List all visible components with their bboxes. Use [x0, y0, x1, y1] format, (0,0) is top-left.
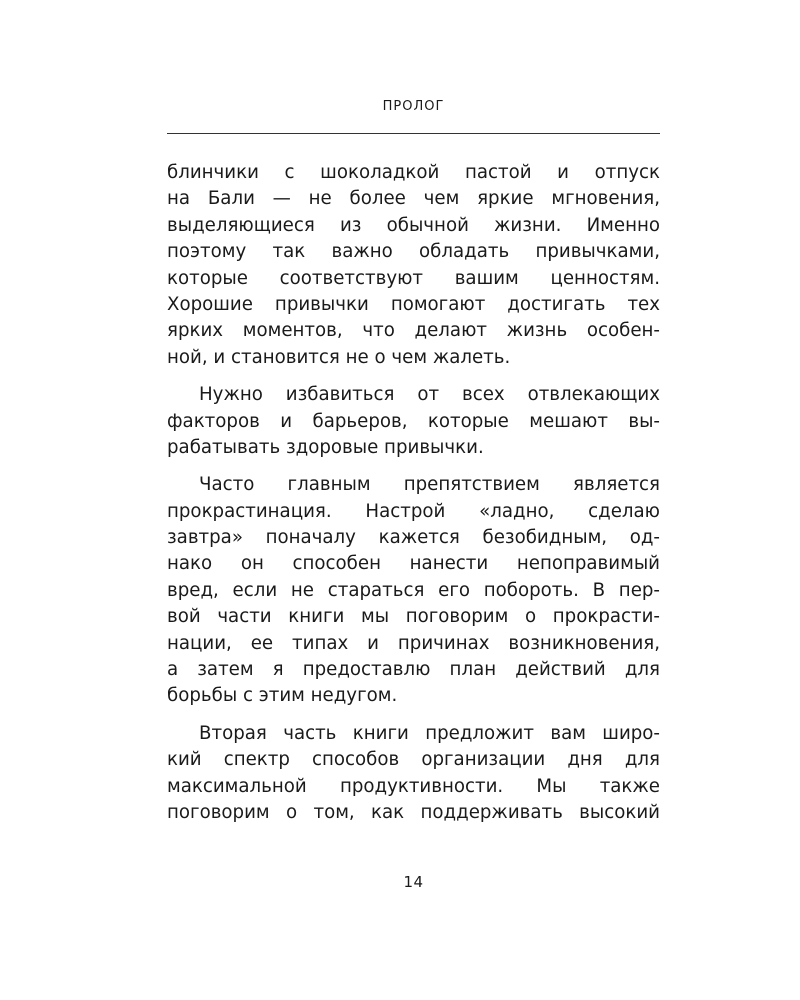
- paragraph: [167, 382, 660, 461]
- text-line: выделяющиеся из обычной жизни. Именно: [167, 214, 660, 236]
- text-line: завтра» поначалу кажется безобидным, од-: [167, 527, 660, 549]
- text-line: прокрастинация. Настрой «ладно, сделаю: [167, 500, 660, 522]
- text-line: борьбы с этим недугом.: [167, 685, 398, 707]
- text-line: поговорим о том, как поддерживать высокий: [167, 801, 660, 823]
- text-line: максимальной продуктивности. Мы также: [167, 775, 660, 797]
- body-text: [167, 160, 660, 826]
- paragraph: [167, 472, 660, 710]
- text-line: поэтому так важно обладать привычками,: [167, 241, 660, 263]
- paragraph: [167, 721, 660, 827]
- text-line: блинчики с шоколадкой пастой и отпуск: [167, 162, 660, 183]
- paragraph: [167, 160, 660, 371]
- page-number: 14: [403, 873, 424, 891]
- text-line: факторов и барьеров, которые мешают вы-: [167, 410, 660, 432]
- text-line: которые соответствуют вашим ценностям.: [167, 267, 660, 289]
- text-line: нации, ее типах и причинах возникновения,: [167, 632, 660, 654]
- text-line: вой части книги мы поговорим о прокрасти-: [167, 606, 660, 628]
- text-line: рабатывать здоровые привычки.: [167, 436, 484, 458]
- text-line: а затем я предоставлю план действий для: [167, 659, 660, 681]
- text-line: ной, и становится не о чем жалеть.: [167, 346, 511, 368]
- text-line: кий спектр способов организации дня для: [167, 749, 660, 771]
- header-rule: [167, 133, 660, 134]
- text-line: Хорошие привычки помогают достигать тех: [167, 293, 660, 315]
- text-line: на Бали — не более чем яркие мгновения,: [167, 188, 660, 210]
- text-line: нако он способен нанести непоправимый: [167, 553, 660, 575]
- text-line: ярких моментов, что делают жизнь особен-: [167, 320, 660, 342]
- text-line: вред, если не стараться его побороть. В пер-: [167, 579, 660, 601]
- text-line: Вторая часть книги предложит вам широ-: [199, 722, 660, 744]
- running-head: ПРОЛОГ: [382, 99, 445, 114]
- text-line: Нужно избавиться от всех отвлекающих: [199, 384, 660, 406]
- text-line: Часто главным препятствием является: [199, 474, 660, 496]
